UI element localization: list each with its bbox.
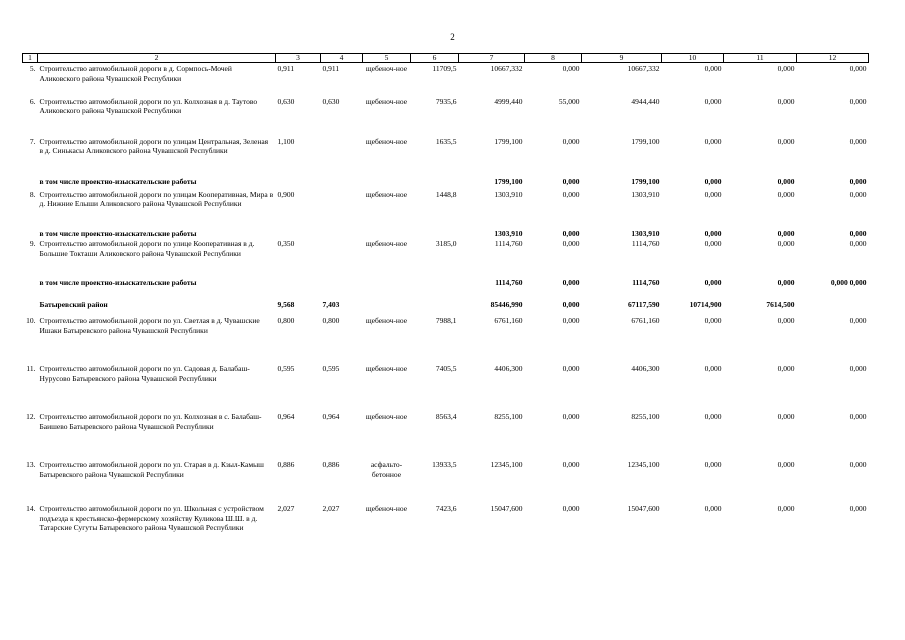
data-table — [22, 53, 869, 553]
funding-local-cell: 0,000 — [704, 189, 722, 199]
row-number-cell: 13. — [26, 460, 36, 469]
table-row — [23, 136, 869, 176]
funding-total-cell: 1114,760 — [495, 278, 523, 287]
funding-federal-cell: 55,000 — [558, 96, 580, 106]
funding-local-cell: 0,000 — [704, 412, 722, 421]
table-row — [23, 96, 869, 136]
length-total-cell: 9,568 — [277, 300, 295, 309]
funding-republic-cell: 4406,300 — [631, 364, 660, 373]
funding-total-cell: 4406,300 — [494, 364, 523, 373]
funding-extra-cell: 0,000 — [849, 412, 867, 421]
funding-extra-cell: 0,000 — [849, 96, 867, 106]
funding-federal-cell: 0,000 — [562, 504, 580, 513]
cost-estimate-cell: 1635,5 — [435, 136, 457, 146]
road-name-cell: Строительство автомобильной дороги по ул. Светлая в д. Чувашские Ишаки Батыревского района Чувашской Республики — [39, 316, 260, 335]
funding-republic-cell: 8255,100 — [631, 412, 660, 421]
cost-estimate-cell — [411, 176, 459, 189]
funding-federal-cell: 0,000 — [562, 239, 580, 248]
funding-republic-cell: 1303,910 — [631, 228, 660, 238]
funding-federal-cell: 0,000 — [562, 316, 580, 325]
funding-total-cell: 1114,760 — [494, 239, 523, 248]
road-name-cell: Строительство автомобильной дороги по ул. Старая в д. Кзыл-Камыш Батыревского района Чувашской Республики — [39, 460, 264, 479]
length-total-cell — [276, 176, 321, 189]
funding-federal-cell: 0,000 — [562, 176, 580, 186]
row-number-cell — [23, 299, 38, 315]
funding-total-cell: 1303,910 — [494, 189, 523, 199]
funding-extra-cell: 0,000 — [849, 239, 867, 248]
cost-estimate-cell: 7935,6 — [435, 96, 457, 106]
length-total-cell — [276, 277, 321, 299]
cost-estimate-cell: 7405,5 — [435, 364, 457, 373]
funding-republic-cell: 1114,760 — [632, 278, 660, 287]
surface-type-cell — [363, 176, 411, 189]
surface-type-cell: щебеноч-ное — [365, 364, 408, 373]
cost-estimate-cell: 7423,6 — [435, 504, 457, 513]
cost-estimate-cell: 3185,0 — [435, 239, 457, 248]
funding-local-cell: 10714,900 — [689, 300, 722, 309]
funding-extra-cell: 0,000 — [849, 136, 867, 146]
cost-estimate-cell: 13933,5 — [432, 460, 457, 469]
header-cell: 8 — [525, 54, 582, 63]
funding-republic-cell: 4944,440 — [631, 96, 660, 106]
length-total-cell: 0,900 — [277, 189, 295, 199]
cost-estimate-cell — [411, 299, 459, 315]
road-name-cell: Строительство автомобильной дороги по улицам Кооперативная, Мира в д. Нижние Елыши Аликовского района Чувашской Республики — [39, 189, 274, 208]
funding-other-cell: 0,000 — [777, 364, 795, 373]
funding-total-cell: 1799,100 — [494, 176, 523, 186]
length-total-cell — [276, 228, 321, 239]
header-cell: 5 — [363, 54, 411, 63]
length-total-cell: 0,350 — [277, 239, 295, 248]
funding-federal-cell: 0,000 — [562, 189, 580, 199]
length-paved-cell — [321, 228, 363, 239]
table-row — [23, 315, 869, 363]
funding-extra-cell: 0,000 0,000 — [830, 278, 867, 287]
cost-estimate-cell — [411, 277, 459, 299]
funding-total-cell: 15047,600 — [490, 504, 523, 513]
funding-other-cell: 0,000 — [777, 176, 795, 186]
surface-type-cell: щебеноч-ное — [365, 64, 408, 73]
header-cell: 4 — [321, 54, 363, 63]
surface-type-cell — [363, 299, 411, 315]
road-name-cell: Строительство автомобильной дороги по улице Кооперативная в д. Большие Токташи Аликовского района Чувашской Республики — [39, 239, 255, 258]
table-row — [23, 63, 869, 96]
header-cell: 10 — [662, 54, 724, 63]
page-number: 2 — [450, 32, 455, 42]
length-paved-cell — [321, 136, 363, 176]
surface-type-cell: щебеноч-ное — [365, 189, 408, 199]
road-name-cell: в том числе проектно-изыскательские работы — [39, 278, 197, 287]
length-paved-cell — [321, 238, 363, 277]
length-paved-cell: 7,403 — [322, 300, 340, 309]
length-total-cell: 2,027 — [277, 504, 295, 513]
funding-total-cell: 8255,100 — [494, 412, 523, 421]
header-row — [23, 54, 869, 63]
cost-estimate-cell: 8563,4 — [435, 412, 457, 421]
row-number-cell: 10. — [26, 316, 36, 325]
length-total-cell: 0,964 — [277, 412, 295, 421]
funding-local-cell: 0,000 — [704, 239, 722, 248]
table-row-subtotal — [23, 277, 869, 299]
funding-local-cell: 0,000 — [704, 504, 722, 513]
funding-republic-cell: 1114,760 — [631, 239, 660, 248]
funding-local-cell: 0,000 — [704, 460, 722, 469]
length-paved-cell: 0,630 — [322, 96, 340, 106]
cost-estimate-cell: 1448,8 — [435, 189, 457, 199]
surface-type-cell: щебеноч-ное — [365, 412, 408, 421]
header-cell: 1 — [23, 54, 38, 63]
road-name-cell: Строительство автомобильной дороги по улицам Центральная, Зеленая в д. Синькасы Аликовского района Чувашской Республики — [39, 136, 269, 155]
funding-republic-cell: 6761,160 — [631, 316, 660, 325]
funding-total-cell: 4999,440 — [494, 96, 523, 106]
funding-extra-cell: 0,000 — [849, 228, 867, 238]
header-cell: 6 — [411, 54, 459, 63]
funding-other-cell: 0,000 — [777, 228, 795, 238]
row-number-cell: 12. — [26, 412, 36, 421]
funding-extra-cell — [797, 299, 869, 315]
row-number-cell: 8. — [29, 189, 36, 199]
road-name-cell: Батыревский район — [39, 300, 108, 309]
funding-local-cell: 0,000 — [704, 64, 722, 73]
table-row — [23, 238, 869, 277]
funding-republic-cell: 10667,332 — [627, 64, 660, 73]
row-number-cell: 5. — [29, 64, 36, 73]
funding-other-cell: 0,000 — [777, 412, 795, 421]
funding-extra-cell: 0,000 — [849, 364, 867, 373]
funding-other-cell: 0,000 — [777, 460, 795, 469]
funding-other-cell: 0,000 — [777, 278, 795, 287]
funding-extra-cell: 0,000 — [849, 504, 867, 513]
header-cell: 3 — [276, 54, 321, 63]
funding-other-cell: 0,000 — [777, 504, 795, 513]
cost-estimate-cell: 7988,1 — [435, 316, 457, 325]
road-name-cell: Строительство автомобильной дороги по ул. Колхозная в с. Балабаш-Баишево Батыревского района Чувашской Республики — [39, 412, 262, 431]
funding-federal-cell: 0,000 — [562, 228, 580, 238]
funding-local-cell: 0,000 — [704, 96, 722, 106]
length-total-cell: 0,911 — [277, 64, 295, 73]
length-paved-cell: 2,027 — [322, 504, 340, 513]
row-number-cell — [23, 176, 38, 189]
table-row — [23, 503, 869, 553]
road-name-cell: Строительство автомобильной дороги в д. Сормпось-Мочей Аликовского района Чувашской Республики — [39, 64, 232, 83]
length-total-cell: 1,100 — [277, 136, 295, 146]
funding-republic-cell: 1303,910 — [631, 189, 660, 199]
table-row — [23, 411, 869, 459]
funding-other-cell: 0,000 — [777, 136, 795, 146]
table-row-subtotal — [23, 299, 869, 315]
funding-federal-cell: 0,000 — [562, 364, 580, 373]
funding-extra-cell: 0,000 — [849, 176, 867, 186]
length-paved-cell: 0,911 — [322, 64, 340, 73]
length-total-cell: 0,886 — [277, 460, 295, 469]
funding-federal-cell: 0,000 — [562, 300, 580, 309]
length-paved-cell: 0,800 — [322, 316, 340, 325]
funding-federal-cell: 0,000 — [562, 278, 580, 287]
row-number-cell: 9. — [29, 239, 36, 248]
funding-other-cell: 0,000 — [777, 64, 795, 73]
road-name-cell: в том числе проектно-изыскательские работы — [39, 176, 197, 186]
table-row-subtotal — [23, 228, 869, 239]
funding-federal-cell: 0,000 — [562, 412, 580, 421]
row-number-cell: 14. — [26, 504, 36, 513]
table-body — [23, 63, 869, 554]
funding-other-cell: 0,000 — [777, 189, 795, 199]
funding-extra-cell: 0,000 — [849, 460, 867, 469]
length-total-cell: 0,800 — [277, 316, 295, 325]
funding-republic-cell: 12345,100 — [627, 460, 660, 469]
surface-type-cell — [363, 277, 411, 299]
funding-other-cell: 0,000 — [777, 96, 795, 106]
funding-republic-cell: 15047,600 — [627, 504, 660, 513]
row-number-cell — [23, 228, 38, 239]
funding-other-cell: 0,000 — [777, 316, 795, 325]
road-name-cell: Строительство автомобильной дороги по ул. Школьная с устройством подъезда к крестьянско-фермерскому хозяйству Куликова Ш.Ш. в д. Татарские Сугуты Батыревского района Чувашской Республики — [39, 504, 264, 532]
funding-local-cell: 0,000 — [704, 228, 722, 238]
length-total-cell: 0,630 — [277, 96, 295, 106]
table-row — [23, 363, 869, 411]
funding-local-cell: 0,000 — [704, 176, 722, 186]
funding-local-cell: 0,000 — [704, 278, 722, 287]
surface-type-cell: щебеноч-ное — [365, 136, 408, 146]
header-cell: 11 — [724, 54, 797, 63]
length-paved-cell: 0,964 — [322, 412, 340, 421]
funding-republic-cell: 1799,100 — [631, 136, 660, 146]
funding-other-cell: 7614,500 — [766, 300, 795, 309]
funding-total-cell: 12345,100 — [490, 460, 523, 469]
header-cell: 9 — [582, 54, 662, 63]
table-row — [23, 189, 869, 228]
funding-extra-cell: 0,000 — [849, 316, 867, 325]
table-row — [23, 459, 869, 503]
funding-extra-cell: 0,000 — [849, 64, 867, 73]
surface-type-cell: щебеноч-ное — [365, 316, 408, 325]
funding-other-cell: 0,000 — [777, 239, 795, 248]
surface-type-cell: щебеноч-ное — [365, 504, 408, 513]
funding-republic-cell: 67117,590 — [628, 300, 660, 309]
surface-type-cell: щебеноч-ное — [365, 96, 408, 106]
row-number-cell: 6. — [29, 96, 36, 106]
length-paved-cell — [321, 176, 363, 189]
length-total-cell: 0,595 — [277, 364, 295, 373]
cost-estimate-cell — [411, 228, 459, 239]
surface-type-cell: щебеноч-ное — [365, 239, 408, 248]
funding-total-cell: 6761,160 — [494, 316, 523, 325]
header-cell: 7 — [459, 54, 525, 63]
surface-type-cell: асфальто-бетонное — [370, 460, 403, 479]
length-paved-cell: 0,886 — [322, 460, 340, 469]
row-number-cell: 7. — [29, 136, 36, 146]
funding-federal-cell: 0,000 — [562, 64, 580, 73]
road-name-cell: Строительство автомобильной дороги по ул. Колхозная в д. Таутово Аликовского района Чувашской Республики — [39, 96, 258, 115]
length-paved-cell: 0,595 — [322, 364, 340, 373]
length-paved-cell — [321, 277, 363, 299]
funding-extra-cell: 0,000 — [849, 189, 867, 199]
road-name-cell: в том числе проектно-изыскательские работы — [39, 228, 197, 238]
cost-estimate-cell: 11709,5 — [432, 64, 457, 73]
funding-local-cell: 0,000 — [704, 136, 722, 146]
funding-federal-cell: 0,000 — [562, 136, 580, 146]
row-number-cell: 11. — [26, 364, 36, 373]
funding-federal-cell: 0,000 — [562, 460, 580, 469]
surface-type-cell — [363, 228, 411, 239]
length-paved-cell — [321, 189, 363, 228]
funding-local-cell: 0,000 — [704, 316, 722, 325]
funding-local-cell: 0,000 — [704, 364, 722, 373]
road-name-cell: Строительство автомобильной дороги по ул. Садовая д. Балабаш-Нурусово Батыревского района Чувашской Республики — [39, 364, 250, 383]
row-number-cell — [23, 277, 38, 299]
funding-total-cell: 85446,990 — [490, 300, 523, 309]
header-cell: 2 — [38, 54, 276, 63]
funding-total-cell: 1799,100 — [494, 136, 523, 146]
funding-total-cell: 10667,332 — [490, 64, 523, 73]
header-cell: 12 — [797, 54, 869, 63]
funding-republic-cell: 1799,100 — [631, 176, 660, 186]
funding-total-cell: 1303,910 — [494, 228, 523, 238]
table-row-subtotal — [23, 176, 869, 189]
